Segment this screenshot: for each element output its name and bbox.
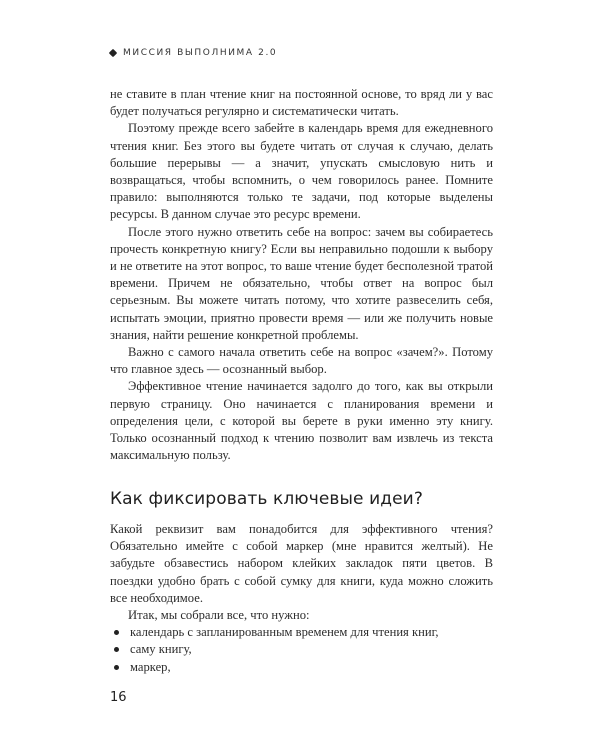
section-paragraph-2: Итак, мы собрали все, что нужно: [128,608,310,623]
running-head [110,48,277,58]
paragraph-1: не ставите в план чтение книг на постоянной основе, то вряд ли у вас будет получаться регулярно и систематически читать. [110,87,493,119]
diamond-bullet-icon [109,49,117,57]
bullet-text: саму книгу, [130,642,192,657]
section-text [110,521,493,676]
bullet-item [110,624,493,641]
section-paragraph-1: Какой реквизит вам понадобится для эффективного чтения? Обязательно имейте с собой маркер (мне нравится желтый). Не забудьте обзавестись набором клейких закладок пяти цветов. В поездки удобно брать с собой сумку для книги, куда можно сложить все необходимое. [110,522,493,605]
paragraph-3: После этого нужно ответить себе на вопрос: зачем вы собираетесь прочесть конкретную книгу? Если вы неправильно подошли к выбору и не ответите на этот вопрос, то ваше чтение будет бесполезной тратой времени. Причем не обязательно, чтобы ответ на вопрос был серьезным. Вы можете читать потому, что хотите развеселить себя, испытать эмоции, приятно провести время — или же получить новые знания, найти решение конкретной проблемы. [110,224,493,342]
page-number: 16 [110,690,127,705]
bullet-text: маркер, [130,659,171,674]
paragraph-4: Важно с самого начала ответить себе на вопрос «зачем?». Потому что главное здесь — осознанный выбор. [110,345,493,377]
paragraph-5: Эффективное чтение начинается задолго до того, как вы открыли первую страницу. Оно начинается с планирования времени и определения цели, с которой вы берете в руки именно эту книгу. Только осознанный подход к чтению позволит вам извлечь из текста максимальную пользу. [110,379,493,463]
running-head-title: МИССИЯ ВЫПОЛНИМА 2.0 [123,48,278,58]
bullet-dot-icon [114,647,119,652]
section-heading: Как фиксировать ключевые идеи? [110,489,423,509]
body-text [110,86,493,464]
bullet-dot-icon [114,665,119,670]
paragraph-2: Поэтому прежде всего забейте в календарь время для ежедневного чтения книг. Без этого вы будете читать от случая к случаю, делать большие перерывы — а значит, упускать смысловую нить и возвращаться, чтобы вспомнить, о чем говорилось ранее. Помните правило: выполняются только те задачи, под которые выделены ресурсы. В данном случае это ресурс времени. [110,121,493,222]
bullet-list [110,624,493,676]
bullet-text: календарь с запланированным временем для чтения книг, [130,625,439,640]
bullet-item [110,641,493,658]
bullet-dot-icon [114,630,119,635]
bullet-item [110,659,493,676]
